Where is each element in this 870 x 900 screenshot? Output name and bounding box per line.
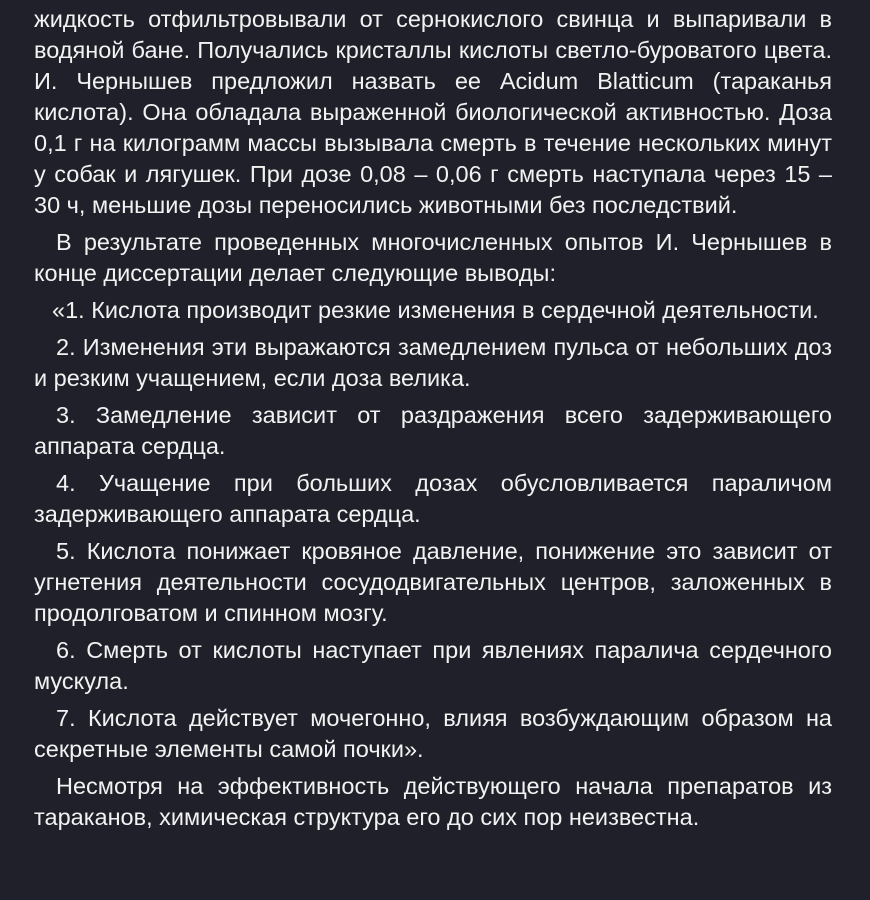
- conclusion-item-3: 3. Замедление зависит от раздражения всего задерживающего аппарата сердца.: [34, 402, 832, 459]
- conclusion-item-7: 7. Кислота действует мочегонно, влияя возбуждающим образом на секретные элементы самой почки».: [34, 705, 832, 762]
- conclusion-item-6: 6. Смерть от кислоты наступает при явлениях паралича сердечного мускула.: [34, 637, 832, 694]
- conclusion-item-2: 2. Изменения эти выражаются замедлением пульса от небольших доз и резким учащением, если доза велика.: [34, 334, 832, 391]
- conclusion-item-4: 4. Учащение при больших дозах обусловливается параличом задерживающего аппарата сердца.: [34, 470, 832, 527]
- conclusion-item-5: 5. Кислота понижает кровяное давление, понижение это зависит от угнетения деятельности сосудодвигательных центров, заложенных в продолговатом и спинном мозгу.: [34, 538, 832, 626]
- paragraph-final: Несмотря на эффективность действующего начала препаратов из тараканов, химическая структура его до сих пор неизвестна.: [34, 773, 832, 830]
- paragraph-conclusions-intro: В результате проведенных многочисленных опытов И. Чернышев в конце диссертации делает следующие выводы:: [34, 229, 832, 286]
- paragraph-continuation: жидкость отфильтровывали от сернокислого свинца и выпаривали в водяной бане. Получались кристаллы кислоты светло-буроватого цвета. И. Чернышев предложил назвать ее Acidum Blatticum (тараканья кислота). Она обладала выраженной биологической активностью. Доза 0,1 г на килограмм массы вызывала смерть в течение нескольких минут у собак и лягушек. При дозе 0,08 – 0,06 г смерть наступала через 15 – 30 ч, меньшие дозы переносились животными без последствий.: [34, 6, 832, 218]
- conclusion-item-1: «1. Кислота производит резкие изменения в сердечной деятельности.: [52, 297, 819, 323]
